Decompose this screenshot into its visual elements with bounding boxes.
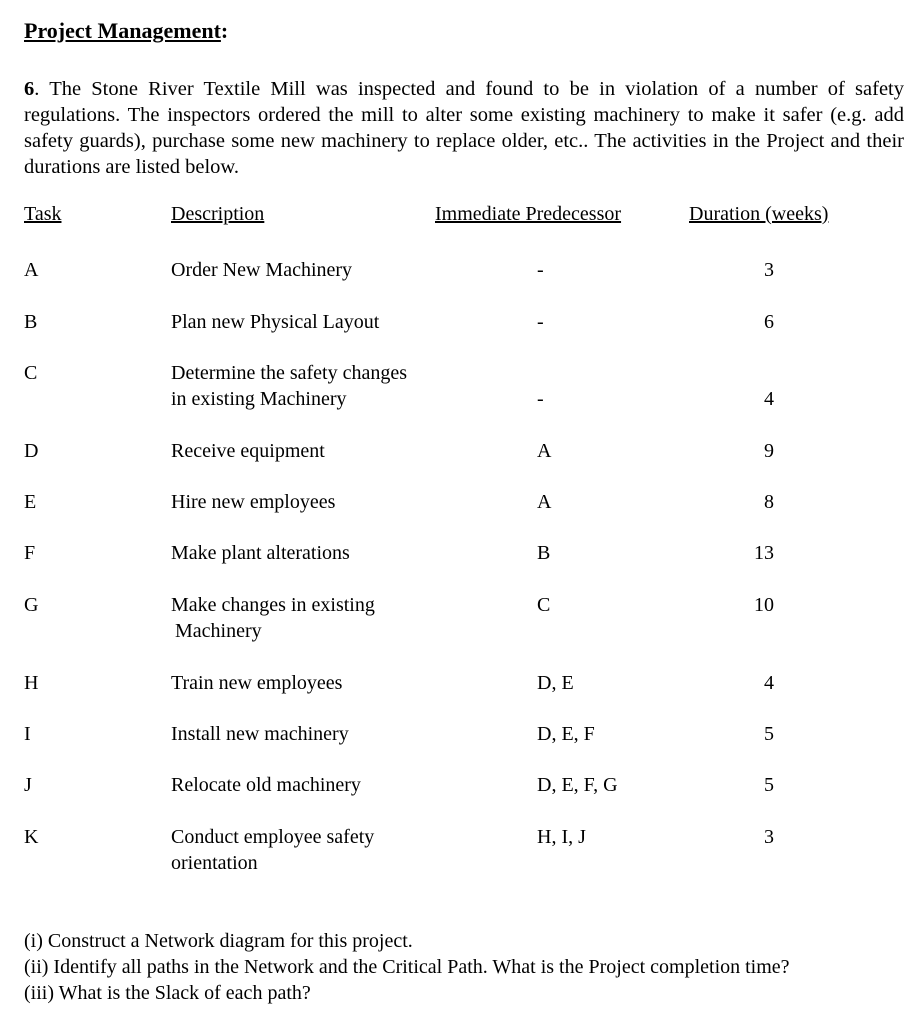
description-cell: Conduct employee safety xyxy=(171,826,375,848)
duration-cell: 5 xyxy=(764,723,774,745)
duration-cell: 9 xyxy=(764,440,774,462)
duration-cell: 4 xyxy=(764,388,774,410)
duration-cell: 13 xyxy=(754,542,774,564)
description-cell-line2: Machinery xyxy=(175,620,262,642)
task-cell: F xyxy=(24,542,36,564)
question-item: (i) Construct a Network diagram for this project. xyxy=(24,930,413,952)
title-colon: : xyxy=(220,18,229,43)
predecessor-cell: - xyxy=(537,311,544,333)
header-predecessor: Immediate Predecessor xyxy=(435,203,622,225)
description-cell: Relocate old machinery xyxy=(171,774,361,796)
duration-cell: 10 xyxy=(754,594,774,616)
task-cell: H xyxy=(24,672,39,694)
predecessor-cell: - xyxy=(537,259,544,281)
problem-number: 6 xyxy=(24,78,35,100)
task-cell: A xyxy=(24,259,39,281)
predecessor-cell: - xyxy=(537,388,544,410)
description-cell: Make plant alterations xyxy=(171,542,350,564)
problem-statement xyxy=(24,76,904,180)
description-cell: Install new machinery xyxy=(171,723,349,745)
header-duration: Duration (weeks) xyxy=(689,203,829,225)
task-cell: E xyxy=(24,491,37,513)
problem-text: . The Stone River Textile Mill was inspected and found to be in violation of a number of safety regulations. The inspectors ordered the mill to alter some existing machinery to make it safer (e.g. add safety guards), purchase some new machinery to replace older, etc.. The activities in the Project and their durations are listed below. xyxy=(24,78,904,178)
duration-cell: 5 xyxy=(764,774,774,796)
predecessor-cell: B xyxy=(537,542,551,564)
task-cell: D xyxy=(24,440,39,462)
description-cell: Determine the safety changes xyxy=(171,362,408,384)
question-item: (ii) Identify all paths in the Network and the Critical Path. What is the Project completion time? xyxy=(24,956,790,978)
question-list xyxy=(24,928,790,1006)
task-cell: I xyxy=(24,723,31,745)
description-cell: Plan new Physical Layout xyxy=(171,311,380,333)
description-cell-line2: orientation xyxy=(171,852,258,874)
description-cell-line2: in existing Machinery xyxy=(171,388,347,410)
page-title xyxy=(24,18,228,44)
predecessor-cell: D, E, F xyxy=(537,723,595,745)
question-item: (iii) What is the Slack of each path? xyxy=(24,982,311,1004)
header-description: Description xyxy=(171,203,265,225)
duration-cell: 3 xyxy=(764,259,774,281)
description-cell: Hire new employees xyxy=(171,491,336,513)
description-cell: Order New Machinery xyxy=(171,259,353,281)
predecessor-cell: C xyxy=(537,594,551,616)
duration-cell: 8 xyxy=(764,491,774,513)
description-cell: Make changes in existing xyxy=(171,594,375,616)
predecessor-cell: D, E xyxy=(537,672,574,694)
duration-cell: 6 xyxy=(764,311,774,333)
predecessor-cell: A xyxy=(537,440,552,462)
task-cell: B xyxy=(24,311,38,333)
description-cell: Train new employees xyxy=(171,672,343,694)
predecessor-cell: H, I, J xyxy=(537,826,586,848)
task-cell: G xyxy=(24,594,39,616)
description-cell: Receive equipment xyxy=(171,440,325,462)
header-task: Task xyxy=(24,203,62,225)
predecessor-cell: D, E, F, G xyxy=(537,774,618,796)
duration-cell: 3 xyxy=(764,826,774,848)
task-cell: J xyxy=(24,774,32,796)
predecessor-cell: A xyxy=(537,491,552,513)
task-cell: C xyxy=(24,362,38,384)
task-cell: K xyxy=(24,826,39,848)
duration-cell: 4 xyxy=(764,672,774,694)
title-text: Project Management xyxy=(24,18,221,43)
